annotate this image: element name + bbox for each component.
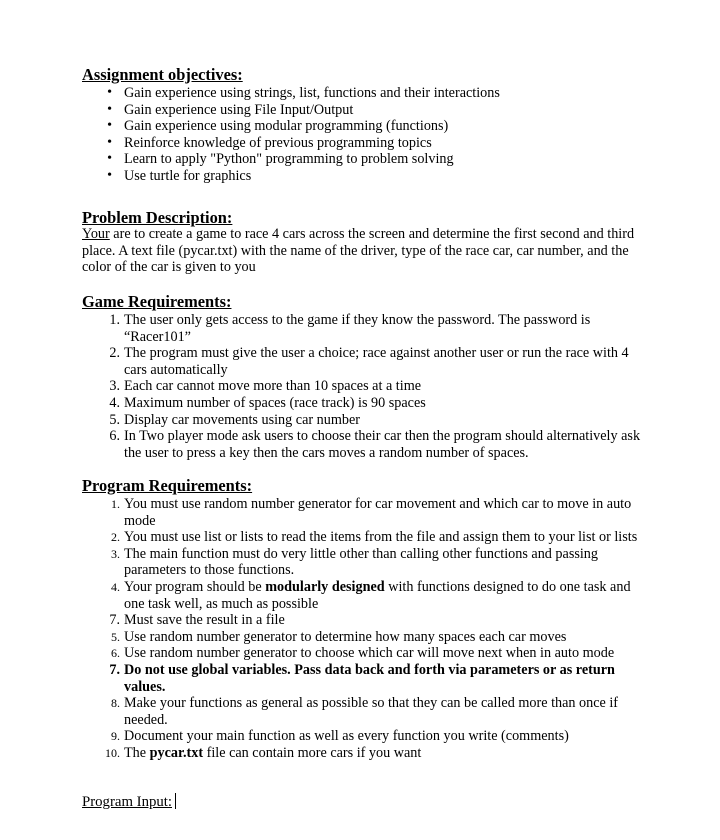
game-heading: Game Requirements:: [82, 292, 232, 311]
game-requirements-list: [82, 312, 642, 461]
bullet-icon: •: [107, 167, 112, 183]
list-item: 3. The main function must do very little other than calling other functions and passing parameters to those functions.: [111, 545, 598, 579]
list-item: • Gain experience using modular programming (functions): [82, 118, 642, 135]
list-item: 3. Each car cannot move more than 10 spaces at a time: [109, 378, 422, 395]
list-item: 4. Your program should be modularly designed with functions designed to do one task and one task well, as much as possible: [111, 578, 631, 612]
bullet-icon: •: [107, 85, 112, 100]
list-item: 6. In Two player mode ask users to choose their car then the program should alternatively ask the user to press a key then the cars moves a random number of spaces.: [109, 428, 641, 461]
text-caret: [175, 793, 176, 809]
list-item: • Use turtle for graphics: [82, 168, 642, 185]
list-item: 10. The pycar.txt file can contain more cars if you want: [105, 744, 422, 761]
program-input-line[interactable]: [82, 793, 176, 811]
program-heading: Program Requirements:: [82, 476, 253, 495]
list-item: • Gain experience using strings, list, functions and their interactions: [82, 85, 642, 102]
bullet-icon: •: [107, 134, 112, 150]
list-item: 5. Display car movements using car number: [109, 411, 360, 428]
list-item: 2. You must use list or lists to read the items from the file and assign them to your list or lists: [111, 529, 638, 546]
list-item: 2. The program must give the user a choice; race against another user or run the race with 4 cars automatically: [109, 345, 629, 378]
list-item: 7. Do not use global variables. Pass data back and forth via parameters or as return values.: [109, 661, 615, 695]
list-item: • Gain experience using File Input/Output: [82, 102, 642, 119]
objectives-heading: Assignment objectives:: [82, 65, 243, 84]
program-input-label: Program Input:: [82, 794, 173, 810]
list-item: 9. Document your main function as well as every function you write (comments): [111, 728, 569, 745]
list-item: 5. Use random number generator to determine how many spaces each car moves: [111, 628, 567, 645]
program-requirements-list: [82, 496, 642, 762]
list-item: 7. Must save the result in a file: [109, 612, 285, 629]
problem-heading: Problem Description:: [82, 208, 233, 227]
list-item: 4. Maximum number of spaces (race track) is 90 spaces: [109, 394, 426, 411]
bullet-icon: •: [107, 151, 112, 167]
problem-text: Your are to create a game to race 4 cars across the screen and determine the first second and third place. A text file (pycar.txt) with the name of the driver, type of the race car, car number, and the color of the car is given to you: [82, 226, 635, 276]
list-item: 6. Use random number generator to choose which car will move next when in auto mode: [111, 645, 615, 662]
list-item: • Learn to apply "Python" programming to problem solving: [82, 151, 642, 168]
bullet-icon: •: [107, 118, 112, 134]
list-item: • Reinforce knowledge of previous programming topics: [82, 135, 642, 152]
bullet-icon: •: [107, 101, 112, 117]
list-item: 1. You must use random number generator for car movement and which car to move in auto mode: [111, 496, 632, 529]
list-item: 1. The user only gets access to the game if they know the password. The password is “Racer101”: [109, 312, 591, 345]
list-item: 8. Make your functions as general as possible so that they can be called more than once if needed.: [111, 695, 619, 728]
objectives-list: [82, 85, 642, 185]
